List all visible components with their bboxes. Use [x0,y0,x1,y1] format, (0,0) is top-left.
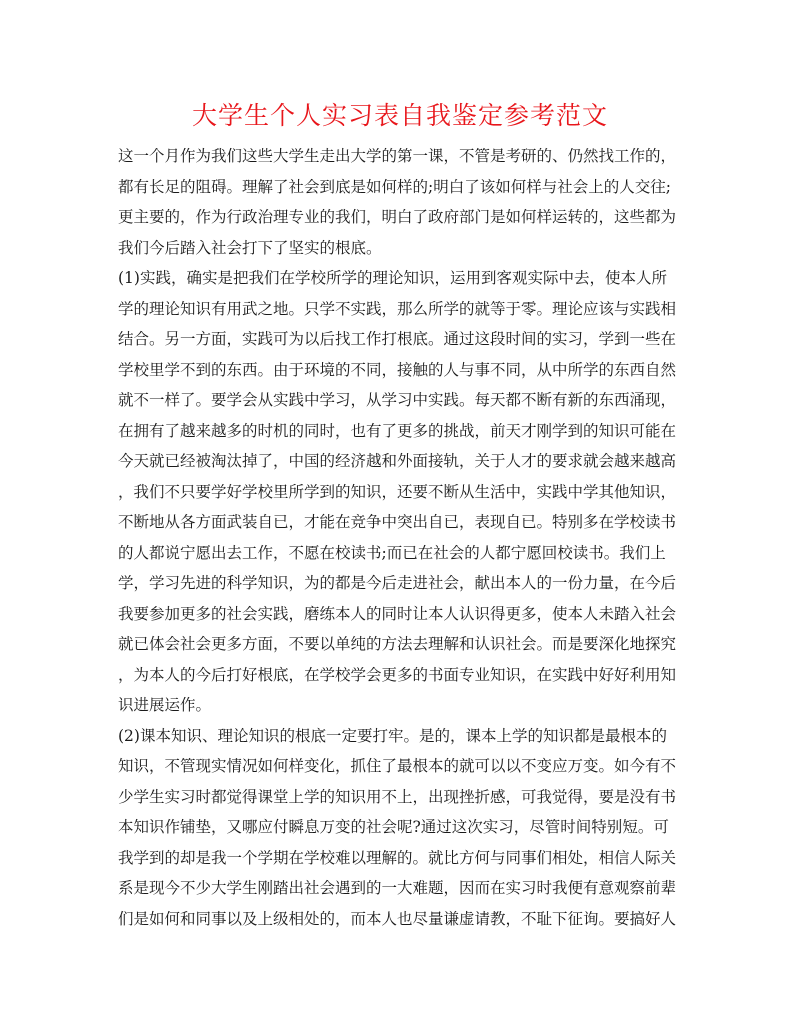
text-line: 今天就已经被淘汰掉了，中国的经济越和外面接轨，关于人才的要求就会越来越高 [118,452,677,470]
text-line: 不断地从各方面武装自已，才能在竞争中突出自已，表现自已。特别多在学校读书 [118,513,677,531]
text-line: 学校里学不到的东西。由于环境的不同，接触的人与事不同，从中所学的东西自然 [118,360,677,379]
text-line: 少学生实习时都觉得课堂上学的知识用不上，出现挫折感，可我觉得，要是没有书 [118,787,677,806]
text-line: 我要参加更多的社会实践，磨练本人的同时让本人认识得更多，使本人未踏入社会 [118,604,677,623]
text-line: 学的理论知识有用武之地。只学不实践，那么所学的就等于零。理论应该与实践相 [118,299,677,318]
text-line: 我们今后踏入社会打下了坚实的根底。 [118,238,382,257]
text-line: ，我们不只要学好学校里所学到的知识，还要不断从生活中，实践中学其他知识， [118,482,677,501]
text-line: 识进展运作。 [118,696,212,714]
text-line: 本知识作铺垫，又哪应付瞬息万变的社会呢?通过这次实习，尽管时间特别短。可 [118,818,669,836]
document-title: 大学生个人实习表自我鉴定参考范文 [191,101,608,130]
text-line: 的人都说宁愿出去工作，不愿在校读书;而已在社会的人都宁愿回校读书。我们上 [118,543,666,562]
document-body [118,141,698,934]
text-line: (2)课本知识、理论知识的根底一定要打牢。是的，课本上学的知识都是最根本的 [118,726,667,745]
text-line: 在拥有了越来越多的时机的同时，也有了更多的挑战，前天才刚学到的知识可能在 [118,421,677,440]
text-line: (1)实践，确实是把我们在学校所学的理论知识，运用到客观实际中去，使本人所 [118,269,667,287]
text-line: 学，学习先进的科学知识，为的都是今后走进社会，献出本人的一份力量，在今后 [118,574,677,592]
text-line: 这一个月作为我们这些大学生走出大学的第一课，不管是考研的、仍然找工作的， [118,147,677,165]
text-line: 系是现今不少大学生刚踏出社会遇到的一大难题，因而在实习时我便有意观察前辈 [118,879,677,897]
text-line: 知识，不管现实情况如何样变化，抓住了最根本的就可以以不变应万变。如今有不 [118,757,677,775]
text-line: ，为本人的今后打好根底，在学校学会更多的书面专业知识，在实践中好好利用知 [118,665,677,684]
text-line: 们是如何和同事以及上级相处的，而本人也尽量谦虚请教，不耻下征询。要搞好人 [118,909,677,928]
text-line: 都有长足的阻碍。理解了社会到底是如何样的;明白了该如何样与社会上的人交往; [118,177,671,196]
text-line: 就已体会社会更多方面，不要以单纯的方法去理解和认识社会。而是要深化地探究 [118,635,677,653]
text-line: 更主要的，作为行政治理专业的我们，明白了政府部门是如何样运转的，这些都为 [118,208,677,226]
text-line: 结合。另一方面，实践可为以后找工作打根底。通过这段时间的实习，学到一些在 [118,330,677,348]
text-line: 就不一样了。要学会从实践中学习，从学习中实践。每天都不断有新的东西涌现， [118,391,677,409]
text-line: 我学到的却是我一个学期在学校难以理解的。就比方何与同事们相处，相信人际关 [118,848,677,867]
